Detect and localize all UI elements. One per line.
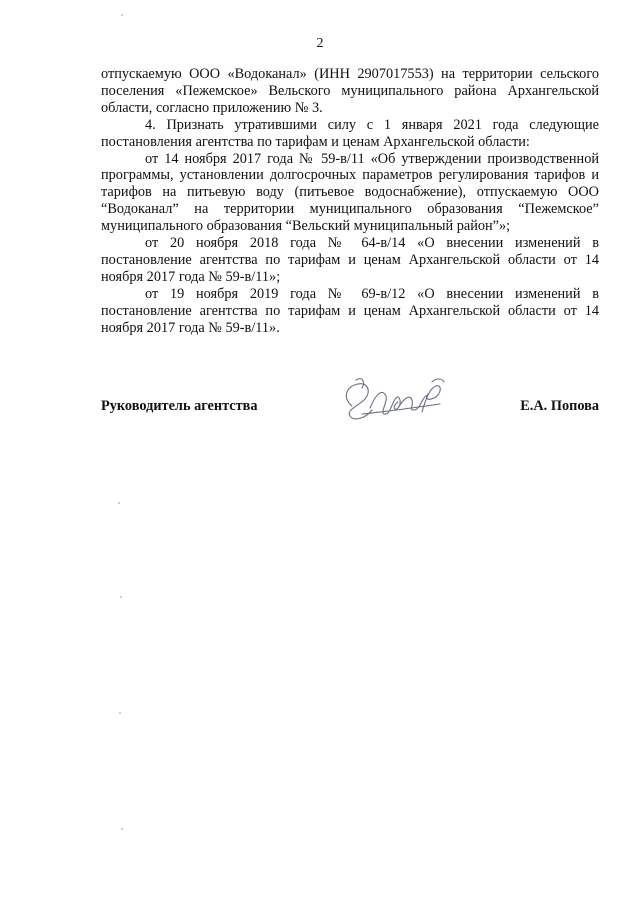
paragraph-repealed-act-2: от 20 ноября 2018 года № 64-в/14 «О внесении изменений в постановление агентства по тарифам и ценам Архангельской области от 14 ноября 2017 года № 59-в/11»; xyxy=(101,235,599,285)
paragraph-item-4: 4. Признать утратившими силу с 1 января 2021 года следующие постановления агентства по тарифам и ценам Архангельской области: xyxy=(101,116,599,150)
scan-speck xyxy=(120,596,122,598)
scan-speck xyxy=(121,14,123,16)
scan-speck xyxy=(121,828,123,830)
page-number: 2 xyxy=(316,36,324,51)
paragraph-repealed-act-3: от 19 ноября 2019 года № 69-в/12 «О внесении изменений в постановление агентства по тарифам и ценам Архангельской области от 14 ноября 2017 года № 59-в/11». xyxy=(101,285,599,336)
signature-block xyxy=(101,398,599,418)
signer-name: Е.А. Попова xyxy=(520,398,599,414)
scan-speck xyxy=(118,502,120,504)
paragraph-repealed-act-1: от 14 ноября 2017 года № 59-в/11 «Об утверждении производственной программы, установлении долгосрочных параметров регулирования тарифов и тарифов на питьевую воду (питьевое водоснабжение), отпускаемую ООО “Водоканал” на территории муниципального образования “Пежемское” муниципального образования “Вельский муниципальный район”»; xyxy=(101,150,599,235)
signer-position: Руководитель агентства xyxy=(101,398,258,414)
scan-speck xyxy=(119,712,121,714)
document-body xyxy=(101,66,599,337)
paragraph-continuation: отпускаемую ООО «Водоканал» (ИНН 2907017553) на территории сельского поселения «Пежемское» Вельского муниципального района Архангельской области, согласно приложению № 3. xyxy=(101,66,599,116)
